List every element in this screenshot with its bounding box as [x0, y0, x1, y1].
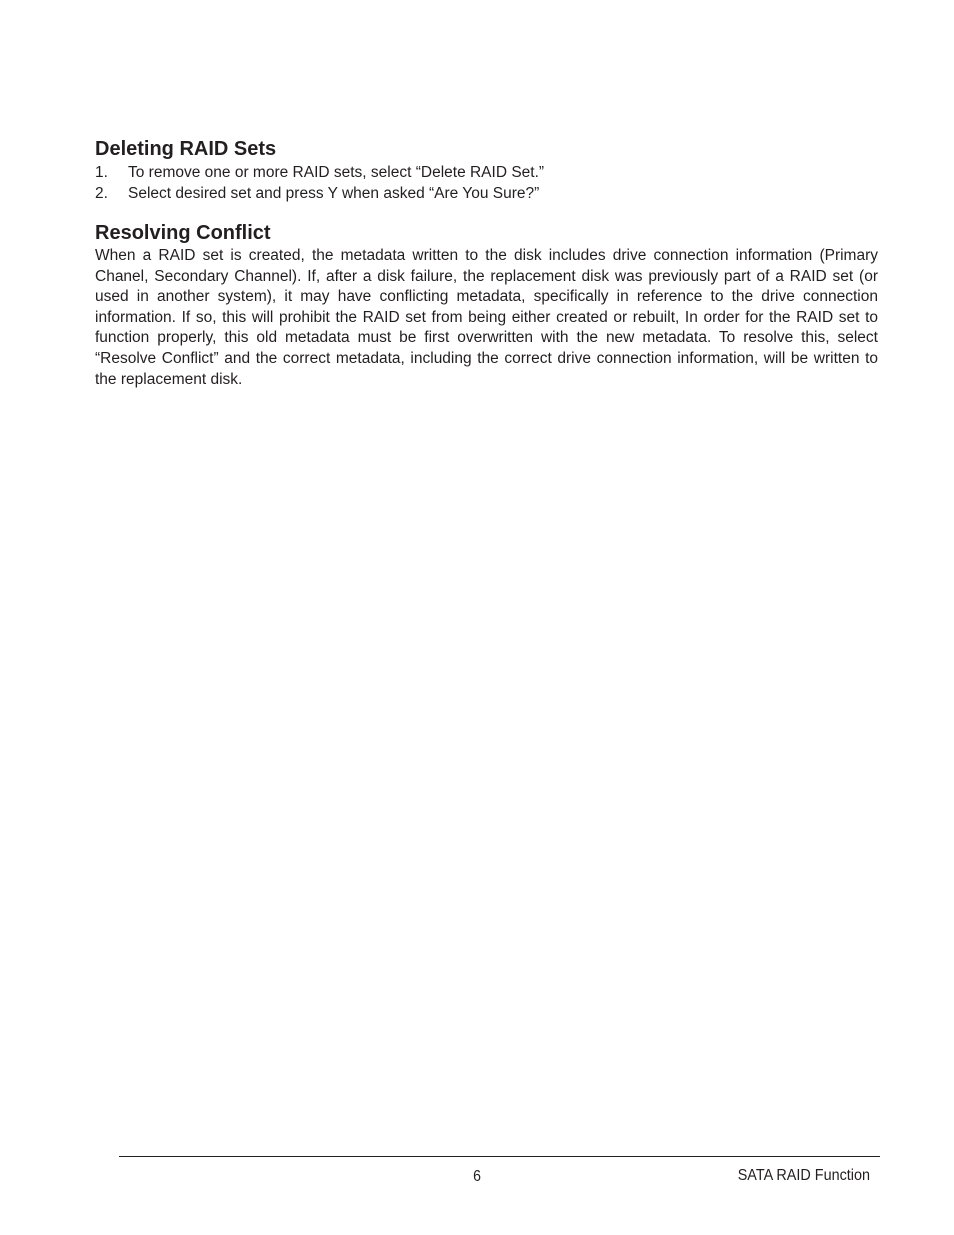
page-content	[95, 137, 878, 390]
section-heading: Resolving Conflict	[95, 222, 271, 244]
section-resolving-conflict	[95, 221, 878, 390]
section-heading: Deleting RAID Sets	[95, 138, 277, 160]
steps-list	[95, 162, 878, 204]
list-item-text: To remove one or more RAID sets, select “Delete RAID Set.”	[128, 164, 545, 181]
list-item-number: 2.	[95, 185, 108, 202]
body-paragraph: When a RAID set is created, the metadata written to the disk includes drive connection information (Primary Chanel, Secondary Channel). If, after a disk failure, the replacement disk was previously part of a RAID set (or used in another system), it may have conflicting metadata, specifically in reference to the drive connection information. If so, this will prohibit the RAID set from being either created or rebuilt, In order for the RAID set to function properly, this old metadata must be first overwritten with the new metadata. To resolve this, select “Resolve Conflict” and the correct metadata, including the correct drive connection information, will be written to the replacement disk.	[95, 247, 878, 388]
list-item	[95, 162, 878, 183]
footer-title: SATA RAID Function	[737, 1167, 870, 1184]
page-number: 6	[473, 1168, 481, 1185]
footer-divider	[119, 1156, 880, 1157]
list-item-text: Select desired set and press Y when asked “Are You Sure?”	[128, 185, 540, 202]
list-item-number: 1.	[95, 164, 108, 181]
section-deleting-raid-sets	[95, 137, 878, 204]
list-item	[95, 183, 878, 204]
